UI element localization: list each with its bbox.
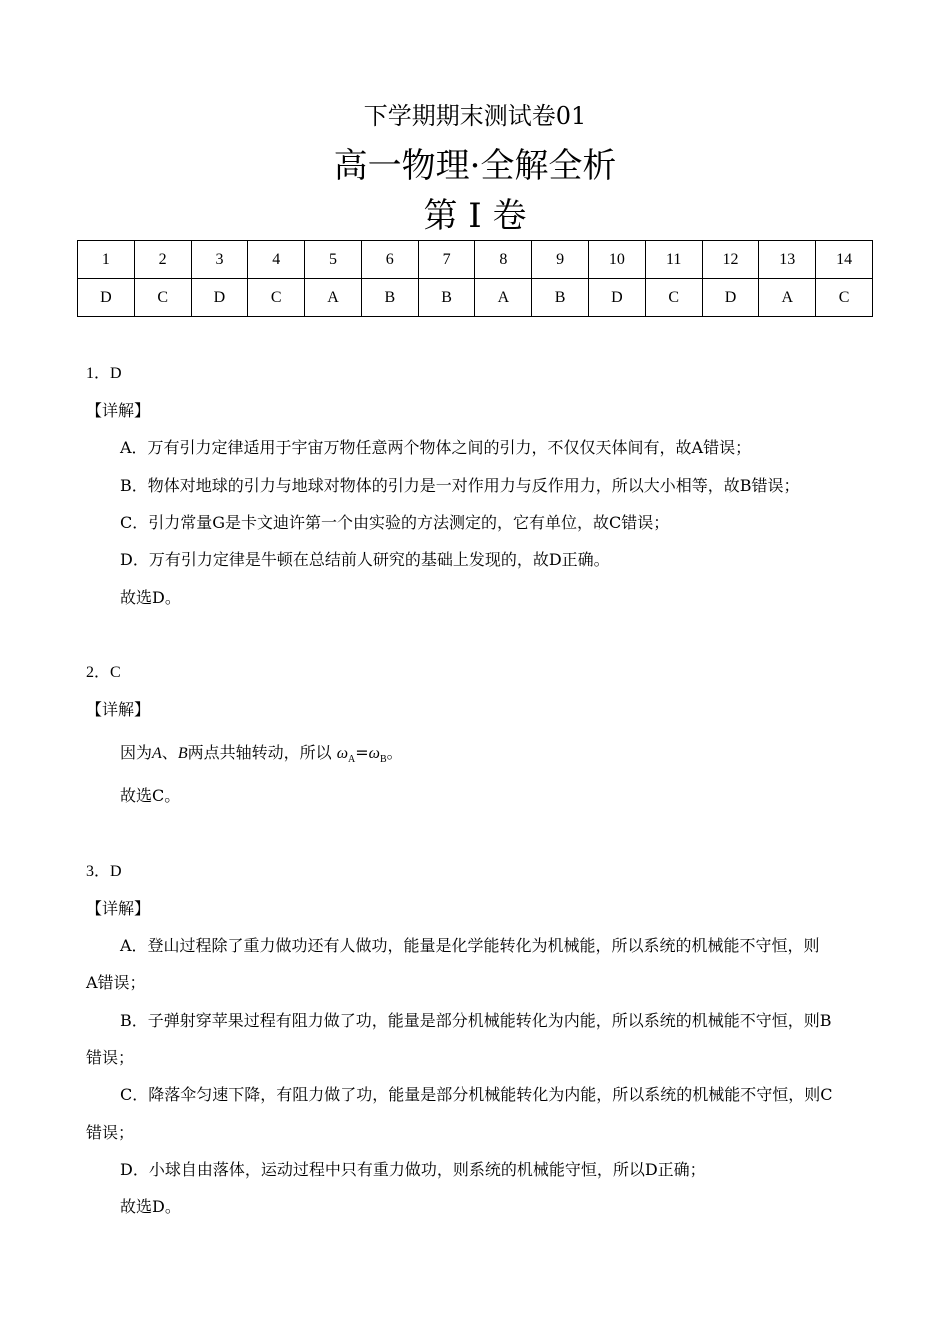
- question-number-cell: 7: [418, 241, 475, 279]
- answer-cell: C: [248, 279, 305, 317]
- question-number-cell: 13: [759, 241, 816, 279]
- reasoning-end: 。: [386, 743, 403, 762]
- question-2-conclusion: 故选C。: [120, 786, 181, 805]
- question-3-option-a-cont: A错误；: [86, 973, 146, 992]
- question-1-option-d: D．万有引力定律是牛顿在总结前人研究的基础上发现的，故D正确。: [120, 550, 610, 569]
- answer-table: [77, 240, 873, 317]
- question-3-option-c: C．降落伞匀速下降，有阻力做了功，能量是部分机械能转化为内能，所以系统的机械能不守恒，则C: [120, 1085, 833, 1104]
- question-number-cell: 9: [532, 241, 589, 279]
- answer-cell: A: [759, 279, 816, 317]
- question-number-cell: 11: [645, 241, 702, 279]
- question-2-heading: 2．C: [86, 664, 121, 681]
- question-number-cell: 4: [248, 241, 305, 279]
- answer-cell: B: [418, 279, 475, 317]
- equals-sign: =: [355, 743, 369, 762]
- question-1-option-b: B．物体对地球的引力与地球对物体的引力是一对作用力与反作用力，所以大小相等，故B错误；: [120, 476, 800, 495]
- answer-cell: A: [475, 279, 532, 317]
- answer-cell: D: [78, 279, 135, 317]
- answer-cell: C: [134, 279, 191, 317]
- omega-a-symbol: $\omega_A$: [336, 745, 356, 766]
- point-b-symbol: B: [177, 745, 188, 762]
- question-1-option-c: C．引力常量G是卡文迪许第一个由实验的方法测定的，它有单位，故C错误；: [120, 513, 670, 532]
- question-number-cell: 6: [361, 241, 418, 279]
- question-number-cell: 12: [702, 241, 759, 279]
- reasoning-prefix: 因为: [120, 743, 153, 762]
- question-2-detail-label: 【详解】: [86, 700, 151, 719]
- answer-table-answer-row: [78, 279, 873, 317]
- answer-cell: C: [645, 279, 702, 317]
- answer-cell: B: [361, 279, 418, 317]
- question-3-option-b: B．子弹射穿苹果过程有阻力做了功，能量是部分机械能转化为内能，所以系统的机械能不守恒，则B: [120, 1011, 832, 1030]
- answer-table-number-row: [78, 241, 873, 279]
- question-number-cell: 3: [191, 241, 248, 279]
- answer-cell: B: [532, 279, 589, 317]
- question-3-heading: 3．D: [86, 863, 122, 880]
- question-number-cell: 2: [134, 241, 191, 279]
- omega-b-symbol: $\omega_B$: [368, 745, 387, 766]
- question-number-cell: 5: [305, 241, 362, 279]
- question-number-cell: 8: [475, 241, 532, 279]
- document-title: 下学期期末测试卷01: [363, 102, 587, 130]
- answer-cell: A: [305, 279, 362, 317]
- question-2-reasoning: [120, 742, 403, 771]
- question-1-detail-label: 【详解】: [86, 401, 151, 420]
- answer-cell: D: [589, 279, 646, 317]
- answer-cell: D: [191, 279, 248, 317]
- question-number-cell: 10: [589, 241, 646, 279]
- question-1-conclusion: 故选D。: [120, 588, 181, 607]
- volume-heading: 第 I 卷: [423, 196, 527, 236]
- question-number-cell: 1: [78, 241, 135, 279]
- question-3-conclusion: 故选D。: [120, 1197, 181, 1216]
- question-1-option-a: A．万有引力定律适用于宇宙万物任意两个物体之间的引力，不仅仅天体间有，故A错误；: [120, 438, 752, 457]
- document-subtitle: 高一物理·全解全析: [333, 146, 617, 186]
- separator: 、: [161, 743, 178, 762]
- question-3-detail-label: 【详解】: [86, 899, 151, 918]
- point-a-symbol: A: [152, 745, 162, 762]
- question-1-heading: 1．D: [86, 365, 122, 382]
- question-3-option-b-cont: 错误；: [86, 1048, 135, 1067]
- question-3-option-d: D．小球自由落体，运动过程中只有重力做功，则系统的机械能守恒，所以D正确；: [120, 1160, 706, 1179]
- reasoning-middle: 两点共轴转动，所以: [187, 743, 332, 762]
- answer-cell: D: [702, 279, 759, 317]
- question-3-option-c-cont: 错误；: [86, 1123, 135, 1142]
- question-number-cell: 14: [816, 241, 873, 279]
- answer-cell: C: [816, 279, 873, 317]
- question-3-option-a: A．登山过程除了重力做功还有人做功，能量是化学能转化为机械能，所以系统的机械能不守恒，则: [120, 936, 820, 955]
